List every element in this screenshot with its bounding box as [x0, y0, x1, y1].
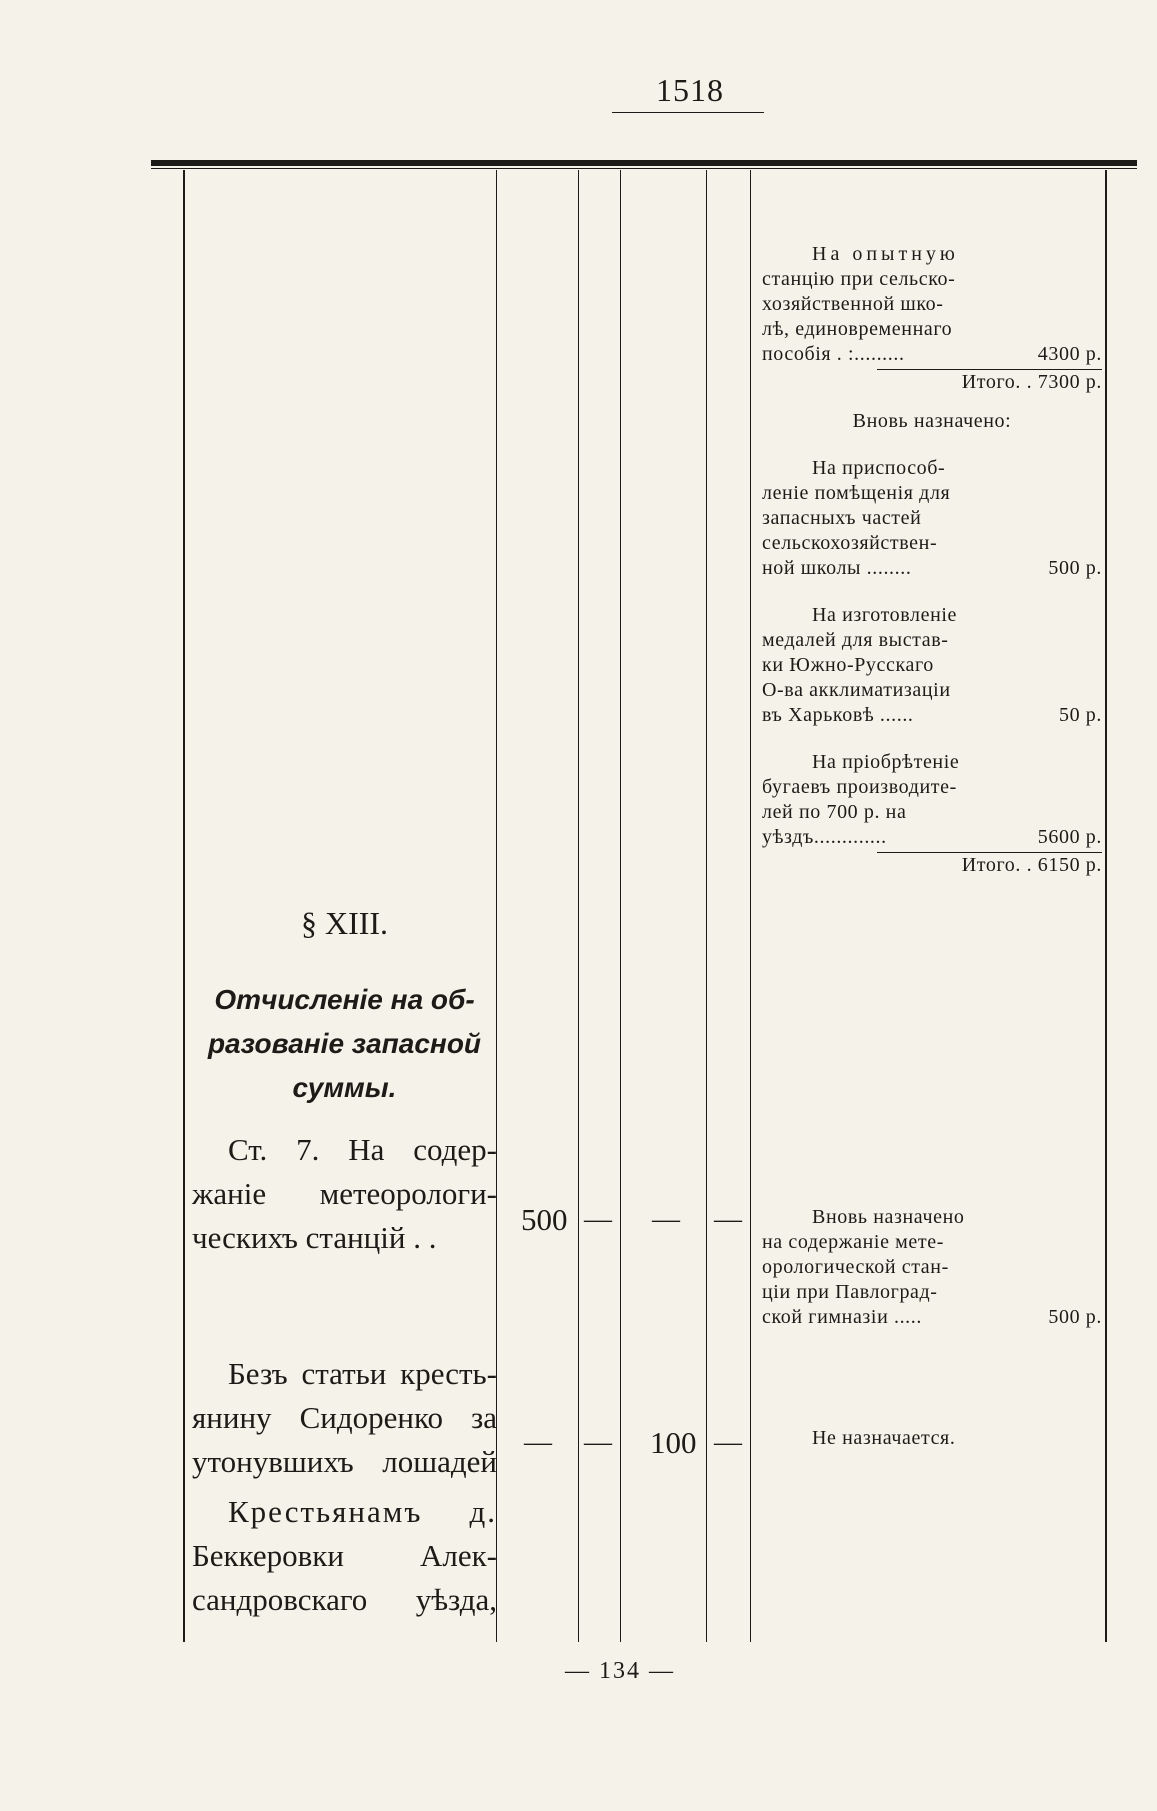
entry-line: ской гимназіи ..... — [762, 1306, 922, 1328]
peasants-text — [192, 1490, 497, 1622]
entry-line: пособія . :......... — [762, 343, 905, 365]
total-line: Итого. . 7300 р. — [961, 371, 1102, 393]
entry-line: сельскохозяйствен- — [762, 532, 938, 554]
page-number-top: 1518 — [656, 72, 724, 108]
no-article-col4: — — [714, 1427, 742, 1458]
no-article-credit: 100 — [650, 1425, 697, 1460]
header-rule — [612, 112, 764, 113]
article-7-col2: — — [584, 1204, 612, 1235]
entry-amount: 50 р. — [1055, 703, 1102, 728]
entry-line: бугаевъ производите- — [762, 776, 957, 798]
entry-medals — [762, 603, 1102, 728]
entry-line: На изготовленіе — [812, 604, 958, 626]
entry-experimental-station — [762, 242, 1102, 367]
article-7-line: жаніе метеорологи- — [192, 1176, 497, 1211]
entry-amount: 5600 р. — [1034, 825, 1102, 850]
no-article-line: Безъ статьи кресть- — [228, 1356, 497, 1391]
entry-line: лѣ, единовременнаго — [762, 318, 953, 340]
entry-not-assigned — [762, 1426, 1102, 1451]
column-rule — [1105, 170, 1107, 1642]
not-assigned-text: Не назначается. — [812, 1427, 956, 1449]
entry-line: На пріобрѣтеніе — [812, 751, 960, 773]
no-article-line: утонувшихъ лошадей — [192, 1444, 497, 1479]
entry-line: На приспособ- — [812, 457, 946, 479]
no-article-col1: — — [524, 1427, 552, 1458]
column-rule — [620, 170, 621, 1642]
column-rule — [706, 170, 707, 1642]
entry-meteo-body — [762, 1205, 1102, 1330]
table-top-rule-thin — [151, 168, 1137, 169]
section-subtitle — [192, 978, 497, 1110]
entry-line: Вновь назначено — [812, 1206, 965, 1228]
entry-line: орологической стан- — [762, 1256, 949, 1278]
column-rule — [750, 170, 751, 1642]
entry-line: лей по 700 р. на — [762, 801, 907, 823]
entry-line: ціи при Павлоград- — [762, 1281, 938, 1303]
entry-premises — [762, 456, 1102, 581]
entry-line: хозяйственной шко- — [762, 293, 944, 315]
entry-line: на содержаніе мете- — [762, 1231, 944, 1253]
section-subtitle-line: разованіе запасной — [207, 1028, 482, 1059]
entry-line: ной школы ........ — [762, 557, 912, 579]
page-number-bottom: — 134 — — [565, 1658, 675, 1684]
entry-line: станцію при сельско- — [762, 268, 956, 290]
entry-meteo-station — [762, 1205, 1102, 1330]
entry-line: въ Харьковѣ ...... — [762, 704, 914, 726]
table-top-rule — [151, 160, 1137, 166]
entry-line: На опытную — [812, 243, 959, 265]
entry-bulls — [762, 750, 1102, 850]
entry-amount: 4300 р. — [1034, 342, 1102, 367]
column-rule — [183, 170, 185, 1642]
entry-amount: 500 р. — [1044, 1305, 1102, 1330]
entry-line: запасныхъ частей — [762, 507, 922, 529]
entry-line: уѣздъ............. — [762, 826, 887, 848]
entry-amount: 500 р. — [1044, 556, 1102, 581]
peasants-line: Беккеровки Алек- — [192, 1538, 497, 1573]
newly-assigned-label: Вновь назначено: — [852, 410, 1012, 432]
entry-line: медалей для выстав- — [762, 629, 949, 651]
section-subtitle-line: Отчисленіе на об- — [214, 984, 475, 1015]
no-article-line: янину Сидоренко за — [192, 1400, 497, 1435]
article-7-col3: — — [652, 1204, 680, 1235]
no-article-col2: — — [584, 1427, 612, 1458]
article-7-text — [192, 1128, 497, 1260]
column-rule — [578, 170, 579, 1642]
entry-line: леніе помѣщенія для — [762, 482, 951, 504]
entry-line: О-ва акклиматизаціи — [762, 679, 951, 701]
entry-line: ки Южно-Русскаго — [762, 654, 934, 676]
article-7-line: ческихъ станцій . . — [192, 1220, 437, 1255]
left-column — [192, 905, 497, 942]
article-7-col4: — — [714, 1204, 742, 1235]
no-article-text — [192, 1352, 497, 1484]
peasants-line: Крестьянамъ д. — [228, 1494, 497, 1529]
section-title: § XIII. — [300, 905, 389, 941]
total-line: Итого. . 6150 р. — [961, 854, 1102, 876]
section-subtitle-line: суммы. — [292, 1072, 397, 1103]
right-column — [762, 242, 1102, 878]
article-7-line: Ст. 7. На содер- — [228, 1132, 497, 1167]
peasants-line: сандровскаго уѣзда, — [192, 1582, 497, 1617]
article-7-credit: 500 — [521, 1202, 568, 1237]
